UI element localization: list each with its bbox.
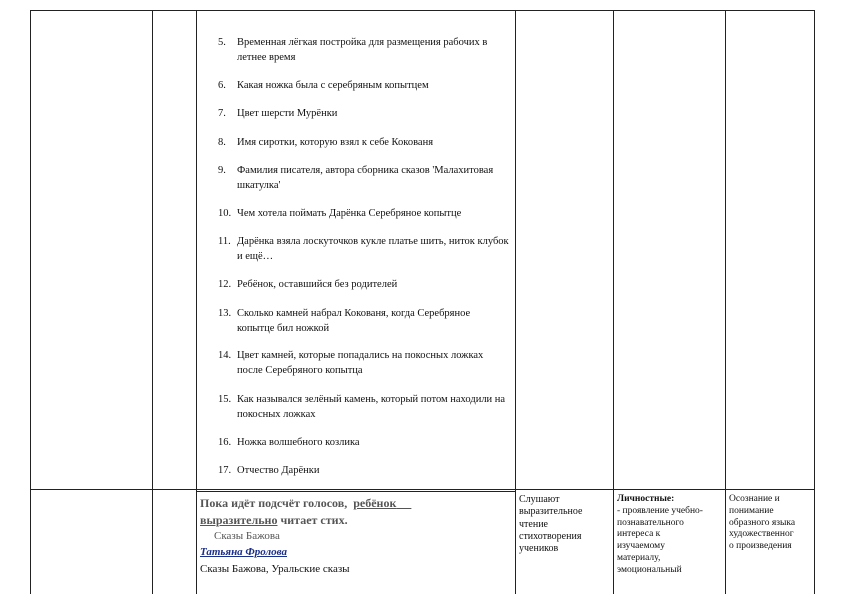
item-text: Дарёнка взяла лоскуточков кукле платье шить, ниток клубок и ещё… [237, 236, 509, 262]
item-number: 5. [218, 37, 226, 48]
item-number: 13. [218, 308, 232, 319]
item-text: Цвет шерсти Мурёнки [237, 108, 338, 119]
item-number: 6. [218, 80, 226, 91]
row-divider-inner [196, 491, 516, 492]
poem-subtitle: Сказы Бажова [214, 530, 280, 542]
item-number: 11. [218, 236, 231, 247]
table-border-left [30, 10, 31, 594]
table-border-right [814, 10, 815, 594]
item-number: 8. [218, 137, 226, 148]
column-divider-2 [196, 10, 197, 594]
poem-source: Сказы Бажова, Уральские сказы [200, 563, 350, 575]
column-divider-3 [515, 10, 516, 594]
item-text: Отчество Дарёнки [237, 465, 320, 476]
personal-title: Личностные: [617, 494, 675, 504]
row-divider [30, 489, 815, 490]
item-text: Временная лёгкая постройка для размещения рабочих в летнее время [237, 37, 488, 63]
activity-description: Пока идёт подсчёт голосов, ребёнок выразительно читает стих. [200, 496, 397, 527]
item-text: Как назывался зелёный камень, который потом находили на покосных ложках [237, 394, 506, 420]
item-number: 15. [218, 394, 232, 405]
item-text: Ножка волшебного козлика [237, 437, 360, 448]
poem-author: Татьяна Фролова [200, 546, 287, 558]
learning-result: Осознание и понимание образного языка художественног о произведения [729, 494, 796, 552]
personal-outcomes: Личностные: - проявление учебно- познавательного интереса к изучаемому материалу, эмоциональный [617, 494, 723, 577]
item-text: Ребёнок, оставшийся без родителей [237, 279, 398, 290]
item-number: 12. [218, 279, 232, 290]
item-text: Фамилия писателя, автора сборника сказов 'Малахитовая шкатулка' [237, 165, 494, 191]
item-number: 10. [218, 208, 232, 219]
item-text: Сколько камней набрал Кокованя, когда Серебряное копытце бил ножкой [237, 308, 471, 334]
item-number: 17. [218, 465, 232, 476]
column-divider-5 [725, 10, 726, 594]
item-text: Цвет камней, которые попадались на покосных ложках после Серебряного копытца [237, 350, 484, 376]
item-number: 9. [218, 165, 226, 176]
column-divider-4 [613, 10, 614, 594]
student-activity: Слушают выразительное чтение стихотворения учеников [519, 494, 583, 555]
item-number: 16. [218, 437, 232, 448]
item-text: Чем хотела поймать Дарёнка Серебряное копытце [237, 208, 462, 219]
item-number: 7. [218, 108, 226, 119]
item-text: Какая ножка была с серебряным копытцем [237, 80, 429, 91]
column-divider-1 [152, 10, 153, 594]
table-border-top [30, 10, 815, 11]
item-text: Имя сиротки, которую взял к себе Кокованя [237, 137, 434, 148]
item-number: 14. [218, 350, 232, 361]
